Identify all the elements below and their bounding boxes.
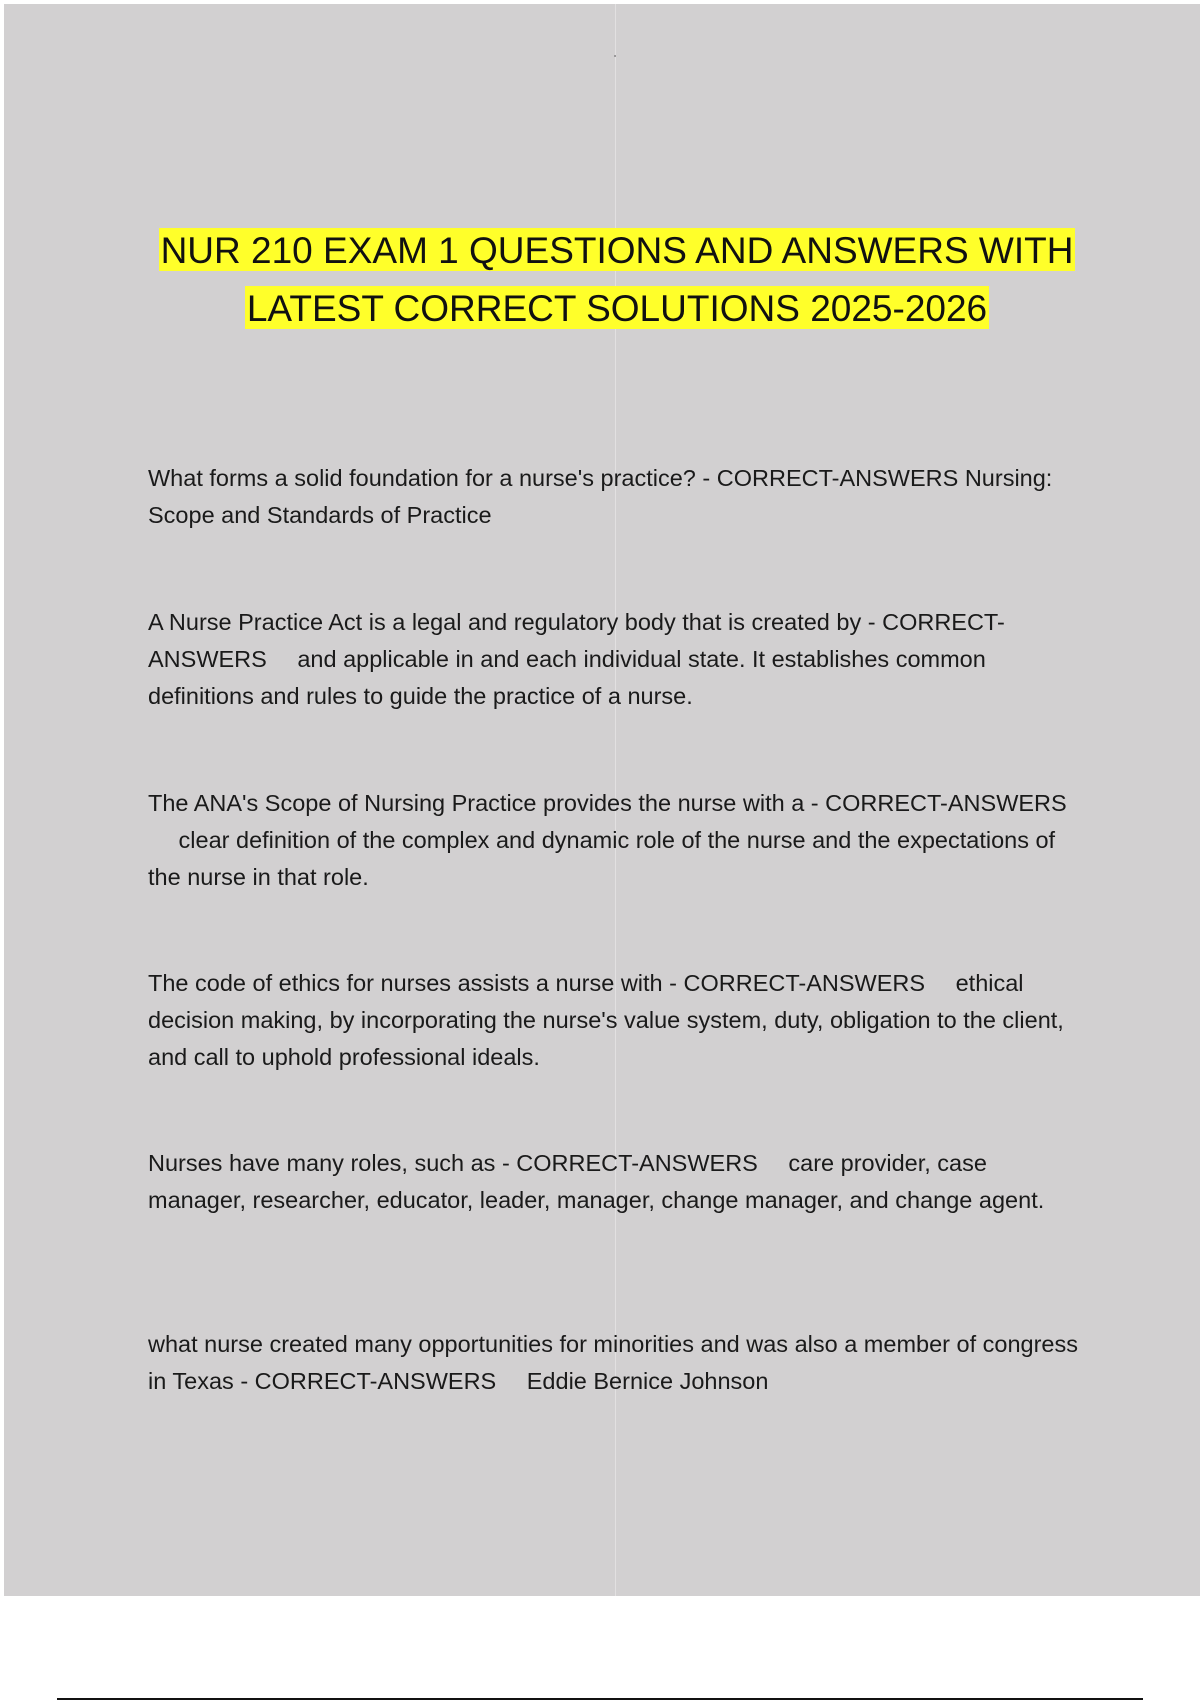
document-title: [100, 222, 1134, 338]
answer-text: Nursing: Scope and Standards of Practice: [148, 465, 1053, 528]
answer-text: clear definition of the complex and dynamic role of the nurse and the expectations of the nurse in that role.: [148, 827, 1056, 890]
question-text: what nurse created many opportunities for minorities and was also a member of congress in Texas - CORRECT-ANSWERS: [148, 1331, 1079, 1394]
answer-text: ethical decision making, by incorporating the nurse's value system, duty, obligation to the client, and call to uphold professional ideals.: [148, 970, 1064, 1070]
question-text: A Nurse Practice Act is a legal and regulatory body that is created by - CORRECT-ANSWERS: [148, 609, 1005, 672]
answer-text: and applicable in and each individual state. It establishes common definitions and rules to guide the practice of a nurse.: [148, 646, 986, 709]
qa-item-2: [148, 604, 1088, 715]
title-line-2: LATEST CORRECT SOLUTIONS 2025-2026: [246, 288, 988, 329]
question-text: Nurses have many roles, such as - CORRECT-ANSWERS: [148, 1150, 758, 1176]
answer-text: Eddie Bernice Johnson: [526, 1368, 769, 1394]
answer-text: care provider, case manager, researcher, educator, leader, manager, change manager, and change agent.: [148, 1150, 1045, 1213]
title-line-1: NUR 210 EXAM 1 QUESTIONS AND ANSWERS WITH: [160, 230, 1074, 271]
qa-item-4: [148, 965, 1088, 1076]
qa-item-1: [148, 460, 1088, 534]
qa-item-3: [148, 785, 1088, 896]
qa-item-6: [148, 1326, 1088, 1400]
question-text: The ANA's Scope of Nursing Practice provides the nurse with a - CORRECT-ANSWERS: [148, 790, 1067, 816]
question-text: The code of ethics for nurses assists a nurse with - CORRECT-ANSWERS: [148, 970, 926, 996]
qa-item-5: [148, 1145, 1088, 1219]
scan-speck: [614, 55, 616, 57]
question-text: What forms a solid foundation for a nurse's practice? - CORRECT-ANSWERS: [148, 465, 959, 491]
